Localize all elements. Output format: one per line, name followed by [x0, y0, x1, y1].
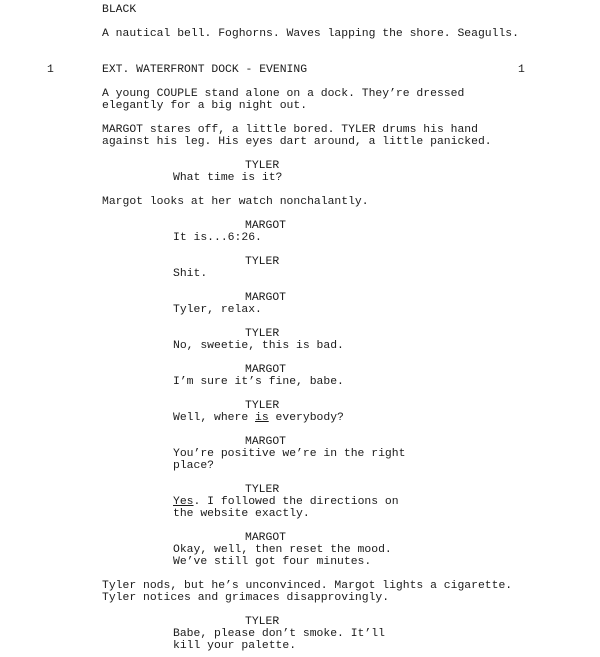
dialogue-line	[173, 412, 344, 424]
transition-black: BLACK	[102, 4, 137, 16]
character-name: MARGOT	[245, 220, 287, 232]
dialogue-line: It is...6:26.	[173, 232, 262, 244]
underlined-word: is	[255, 412, 269, 424]
action-line: A young COUPLE stand alone on a dock. They’re dressed	[102, 88, 465, 100]
action-line: Tyler notices and grimaces disapprovingly.	[102, 592, 390, 604]
character-name: TYLER	[245, 400, 280, 412]
character-name: TYLER	[245, 616, 280, 628]
action-line: Margot looks at her watch nonchalantly.	[102, 196, 369, 208]
dialogue-line: I’m sure it’s fine, babe.	[173, 376, 344, 388]
dialogue-line: Okay, well, then reset the mood.	[173, 544, 392, 556]
dialogue-text: everybody?	[268, 412, 344, 424]
action-line: MARGOT stares off, a little bored. TYLER drums his hand	[102, 124, 478, 136]
character-name: MARGOT	[245, 532, 287, 544]
underlined-word: Yes	[173, 496, 194, 508]
character-name: TYLER	[245, 484, 280, 496]
dialogue-line: place?	[173, 460, 215, 472]
character-name: TYLER	[245, 160, 280, 172]
dialogue-line	[173, 496, 399, 508]
action-line: against his leg. His eyes dart around, a little panicked.	[102, 136, 492, 148]
dialogue-line: No, sweetie, this is bad.	[173, 340, 344, 352]
scene-heading: EXT. WATERFRONT DOCK - EVENING	[102, 64, 308, 76]
character-name: MARGOT	[245, 364, 287, 376]
action-line: Tyler nods, but he’s unconvinced. Margot lights a cigarette.	[102, 580, 513, 592]
dialogue-line: Babe, please don’t smoke. It’ll	[173, 628, 385, 640]
dialogue-line: Shit.	[173, 268, 208, 280]
dialogue-line: We’ve still got four minutes.	[173, 556, 372, 568]
action-line: elegantly for a big night out.	[102, 100, 308, 112]
dialogue-line: You’re positive we’re in the right	[173, 448, 406, 460]
scene-number-right: 1	[518, 64, 525, 76]
dialogue-line: Tyler, relax.	[173, 304, 262, 316]
character-name: MARGOT	[245, 292, 287, 304]
scene-number-left: 1	[47, 64, 54, 76]
character-name: TYLER	[245, 328, 280, 340]
character-name: TYLER	[245, 256, 280, 268]
dialogue-line: the website exactly.	[173, 508, 310, 520]
opening-action: A nautical bell. Foghorns. Waves lapping the shore. Seagulls.	[102, 28, 519, 40]
dialogue-line: What time is it?	[173, 172, 283, 184]
dialogue-text: . I followed the directions on	[193, 496, 399, 508]
dialogue-line: kill your palette.	[173, 640, 297, 652]
character-name: MARGOT	[245, 436, 287, 448]
dialogue-text: Well, where	[173, 412, 256, 424]
